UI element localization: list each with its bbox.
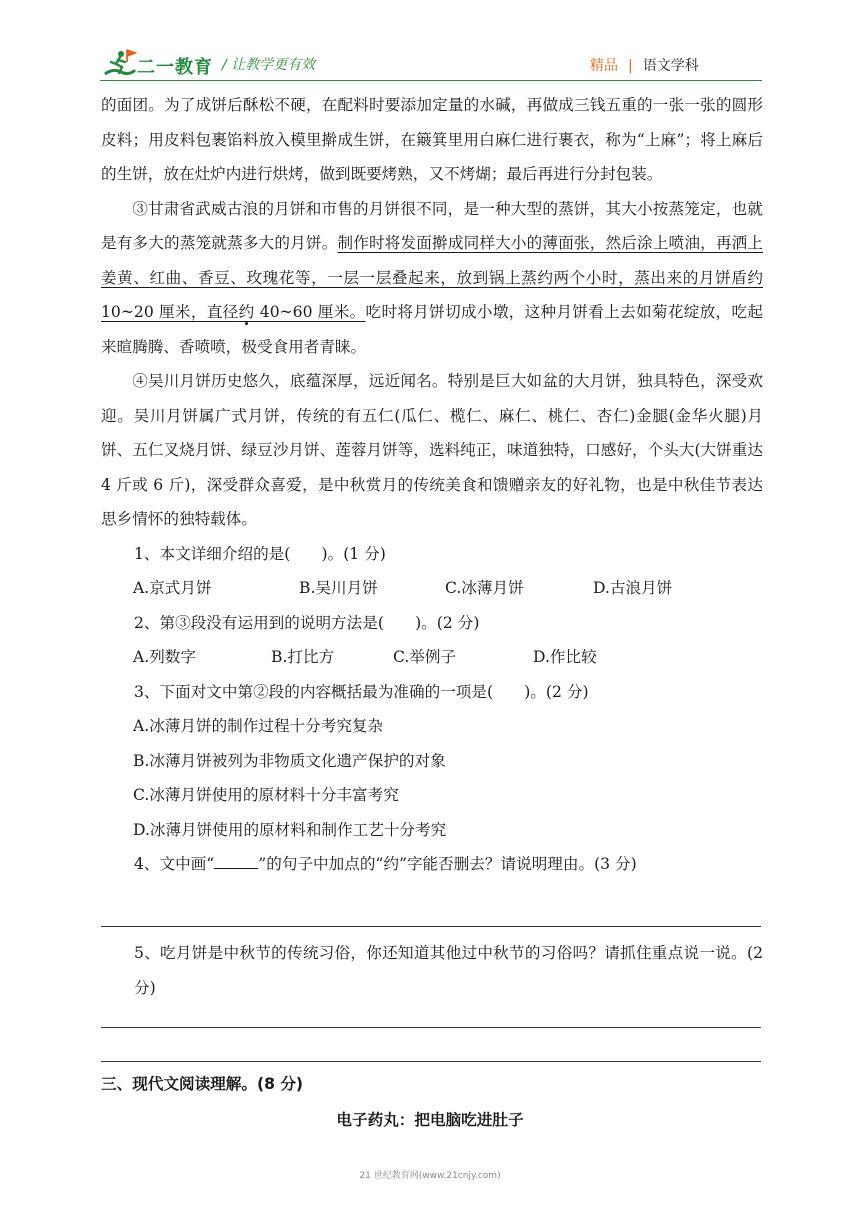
q1-option-a: A.京式月饼 [133, 579, 212, 597]
subject-badge [590, 55, 699, 75]
header-rule [100, 80, 762, 81]
q3-option-b: B.冰薄月饼被列为非物质文化遗产保护的对象 [133, 751, 446, 770]
answer-line-q4[interactable] [101, 926, 761, 927]
paragraph-3-end: 吃时将月饼切成小墩，这种月饼看上去如菊花绽放，吃起来暄腾腾、香喷喷，极受食用者青睐。 [101, 303, 763, 356]
q2-option-c: C.举例子 [393, 648, 457, 666]
q2-option-d: D.作比较 [533, 648, 597, 666]
paragraph-4: ④吴川月饼历史悠久，底蕴深厚，远近闻名。特别是巨大如盆的大月饼，独具特色，深受欢迎。吴川月饼属广式月饼，传统的有五仁(瓜仁、榄仁、麻仁、桃仁、杏仁)金腿(金华火腿)月饼、五仁叉烧月饼、绿豆沙月饼、莲蓉月饼等，选料纯正，味道独特，口感好，个头大(大饼重达 4 斤或 6 斤)，深受群众喜爱，是中秋赏月的传统美食和馈赠亲友的好礼物，也是中秋佳节表达思乡情怀的独特载体。 [101, 372, 763, 528]
page-header [0, 0, 860, 84]
q3-option-d: D.冰薄月饼使用的原材料和制作工艺十分考究 [133, 820, 447, 839]
answer-line-q5-1[interactable] [101, 1027, 761, 1028]
slogan: / 让教学更有效 [222, 57, 316, 73]
question-2: 2、第③段没有运用到的说明方法是( )。(2 分) [134, 613, 480, 632]
q3-option-a: A.冰薄月饼的制作过程十分考究复杂 [133, 717, 384, 735]
paragraph-3-intro: ③甘肃省武威古浪的月饼和市售的月饼很不同，是一种大型的蒸饼，其大小按蒸笼定，也就是有多大的蒸笼就蒸多大的月饼。 [101, 199, 763, 252]
page-footer: 21 世纪教育网(www.21cnjy.com) [359, 1171, 501, 1181]
question-1-options [101, 571, 763, 606]
badge-premium: 精品 [590, 58, 618, 74]
paragraph-continued: 的面团。为了成饼后酥松不硬，在配料时要添加定量的水碱，再做成三钱五重的一张一张的圆形皮料；用皮料包裹馅料放入模里擀成生饼，在簸箕里用白麻仁进行裹衣，称为“上麻”；将上麻后的生饼，放在灶炉内进行烘烤，做到既要烤熟，又不烤煳；最后再进行分封包装。 [101, 96, 763, 183]
q2-option-a: A.列数字 [133, 648, 196, 666]
q4-prefix: 4、文中画“ [134, 855, 215, 873]
article-title: 电子药丸：把电脑吃进肚子 [336, 1111, 524, 1129]
q4-suffix: ”的句子中加点的“约”字能否删去？请说明理由。(3 分) [258, 855, 637, 873]
runner-flag-icon [103, 48, 137, 80]
badge-separator: | [628, 58, 633, 74]
q1-option-b: B.吴川月饼 [299, 579, 378, 597]
q3-option-c: C.冰薄月饼使用的原材料十分丰富考究 [133, 786, 399, 804]
underline-sample [214, 854, 258, 869]
underlined-part-2: 40~60 厘米。 [254, 303, 366, 321]
q2-option-b: B.打比方 [271, 648, 335, 666]
dotted-char: 约 [238, 303, 255, 321]
question-1: 1、本文详细介绍的是( )。(1 分) [134, 544, 386, 563]
section-heading: 三、现代文阅读理解。(8 分) [101, 1075, 304, 1093]
underlined-part-1: 制作时将发面擀成同样大小的薄面张，然后涂上喷油，再洒上姜黄、红曲、香豆、玫瑰花等，一层一层叠起来，放到锅上蒸约两个小时，蒸出来的月饼盾约 10~20 厘米，直径 [101, 234, 763, 321]
question-3: 3、下面对文中第②段的内容概括最为准确的一项是( )。(2 分) [134, 682, 589, 701]
q1-option-c: C.冰薄月饼 [445, 579, 524, 597]
paragraph-3 [101, 192, 763, 365]
logo [103, 48, 213, 80]
logo-text: 二一教育 [137, 57, 213, 78]
question-2-options [101, 640, 763, 675]
passage [101, 88, 763, 882]
question-5: 5、吃月饼是中秋节的传统习俗，你还知道其他过中秋节的习俗吗？请抓住重点说一说。(2 分) [134, 944, 763, 997]
badge-subject: 语文学科 [642, 58, 699, 74]
question-4 [101, 847, 763, 882]
q1-option-d: D.古浪月饼 [593, 579, 673, 597]
answer-line-q5-2[interactable] [101, 1061, 761, 1062]
